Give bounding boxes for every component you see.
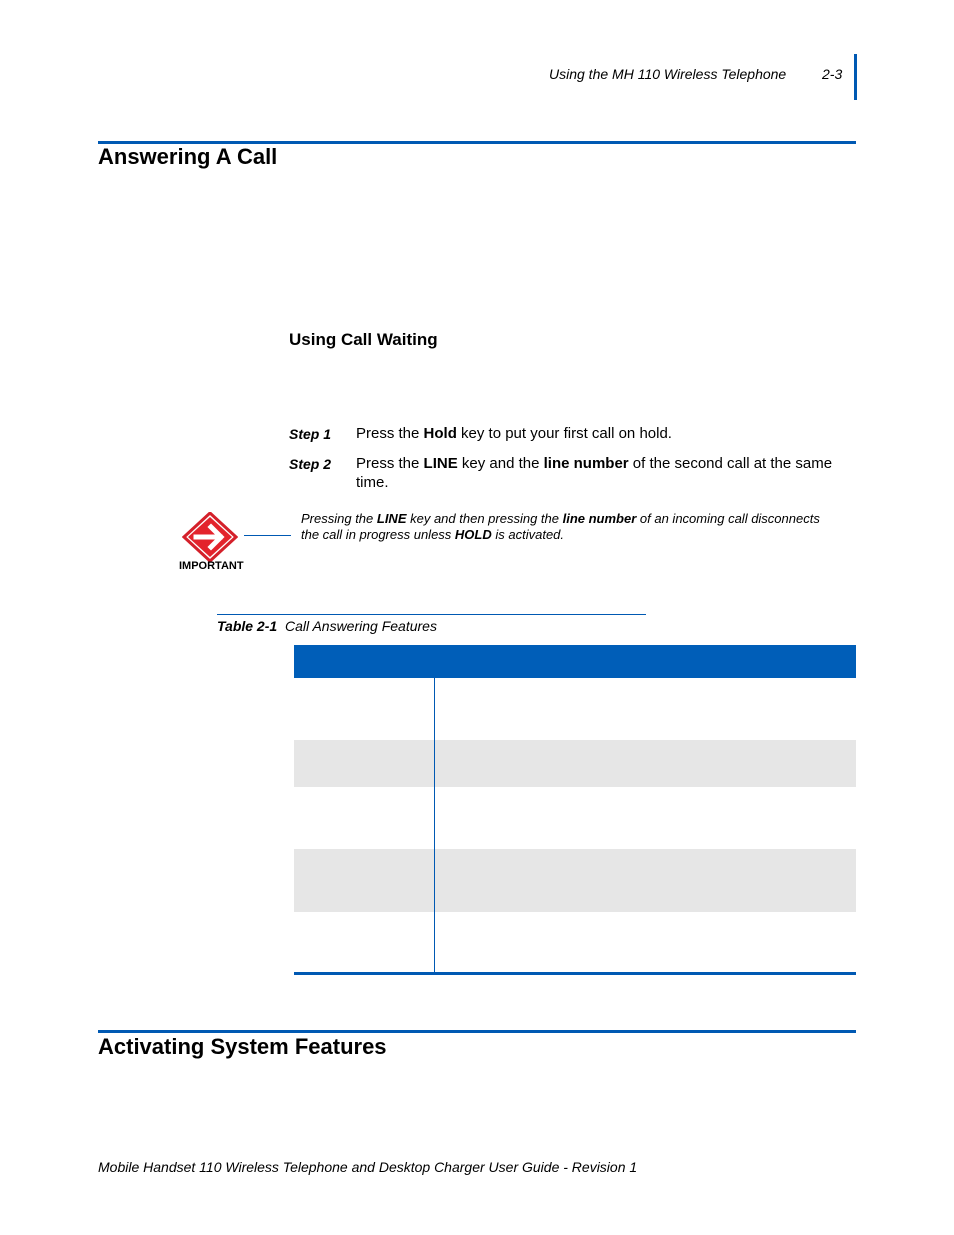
table-row xyxy=(294,787,856,849)
table-caption: Table 2-1 Call Answering Features xyxy=(217,618,437,634)
section-title-activating: Activating System Features xyxy=(98,1034,387,1059)
important-note-text: Pressing the LINE key and then pressing the line number of an incoming call disconnects the call in progress unless HOLD is activated. xyxy=(301,511,820,542)
step-2-text: Press the LINE key and the line number of the second call at the same time. xyxy=(356,455,833,491)
table-bottom-rule xyxy=(294,972,856,975)
page-number: 2-3 xyxy=(822,66,843,82)
header-accent-bar xyxy=(854,54,857,100)
important-arrow-icon xyxy=(182,512,238,562)
page-footer: Mobile Handset 110 Wireless Telephone and Desktop Charger User Guide - Revision 1 xyxy=(98,1159,638,1175)
running-header-title: Using the MH 110 Wireless Telephone xyxy=(549,66,787,82)
table-header-row xyxy=(294,645,856,678)
important-label: IMPORTANT xyxy=(179,560,244,572)
important-connector-line xyxy=(244,535,291,536)
step-2-label: Step 2 xyxy=(289,456,332,472)
subsection-title-call-waiting: Using Call Waiting xyxy=(289,330,438,349)
table-row xyxy=(294,849,856,912)
table-row xyxy=(294,740,856,787)
step-1-text: Press the Hold key to put your first call on hold. xyxy=(356,425,672,442)
table-column-divider xyxy=(434,678,435,974)
section-title-answering: Answering A Call xyxy=(98,144,278,169)
table-row xyxy=(294,912,856,972)
table-caption-rule xyxy=(217,614,646,615)
step-1-label: Step 1 xyxy=(289,426,332,442)
table-row xyxy=(294,678,856,740)
section-rule-activating xyxy=(98,1030,856,1033)
